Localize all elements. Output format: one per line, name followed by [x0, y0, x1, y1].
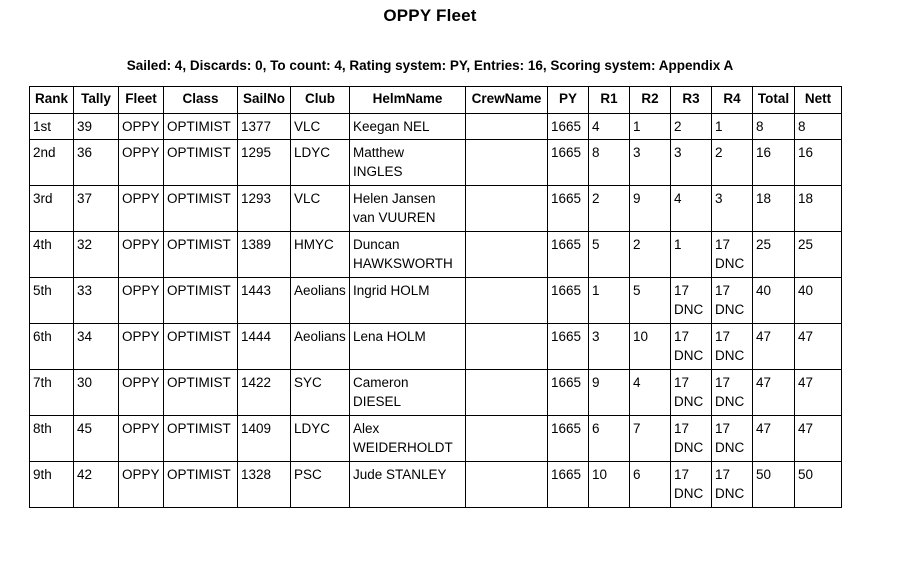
page-title: OPPY Fleet	[383, 6, 477, 25]
cell-fleet: OPPY	[119, 324, 164, 370]
cell-py: 1665	[548, 370, 589, 416]
cell-r4	[712, 370, 753, 416]
cell-sailno: 1444	[238, 324, 291, 370]
cell-r3-line: DNC	[674, 440, 704, 455]
cell-r3-line: DNC	[674, 348, 704, 363]
cell-r4	[712, 186, 753, 232]
cell-helm-line: Lena HOLM	[353, 329, 426, 344]
cell-r4-line: 3	[715, 191, 723, 206]
cell-tally: 36	[74, 140, 119, 186]
table-row	[30, 278, 842, 324]
cell-r4-line: DNC	[715, 256, 745, 271]
cell-r1-line: 6	[592, 421, 600, 436]
cell-helm	[350, 232, 466, 278]
col-header-tally: Tally	[74, 87, 119, 114]
cell-club: LDYC	[291, 140, 350, 186]
cell-r1	[589, 278, 630, 324]
cell-total: 18	[753, 186, 795, 232]
cell-helm	[350, 370, 466, 416]
col-header-r3: R3	[671, 87, 712, 114]
cell-r4-line: 1	[715, 119, 723, 134]
cell-r1	[589, 370, 630, 416]
col-header-helmname: HelmName	[350, 87, 466, 114]
cell-r2	[630, 462, 671, 508]
table-row	[30, 462, 842, 508]
table-row	[30, 232, 842, 278]
cell-rank: 8th	[30, 416, 74, 462]
cell-helm-line: van VUUREN	[353, 210, 436, 225]
cell-r4-line: 17	[715, 375, 731, 390]
cell-total: 47	[753, 416, 795, 462]
cell-r2	[630, 114, 671, 140]
cell-crew	[466, 140, 548, 186]
cell-py: 1665	[548, 232, 589, 278]
cell-club: Aeolians	[291, 324, 350, 370]
cell-class: OPTIMIST	[164, 462, 238, 508]
cell-helm	[350, 186, 466, 232]
cell-class: OPTIMIST	[164, 140, 238, 186]
cell-nett: 47	[795, 416, 842, 462]
cell-rank: 7th	[30, 370, 74, 416]
cell-r4-line: 2	[715, 145, 723, 160]
col-header-r1: R1	[589, 87, 630, 114]
cell-helm-line: INGLES	[353, 164, 403, 179]
cell-nett: 47	[795, 370, 842, 416]
cell-sailno: 1377	[238, 114, 291, 140]
table-row	[30, 324, 842, 370]
cell-py: 1665	[548, 186, 589, 232]
cell-r4-line: 17	[715, 421, 731, 436]
cell-nett: 18	[795, 186, 842, 232]
cell-helm	[350, 140, 466, 186]
cell-nett: 16	[795, 140, 842, 186]
cell-club: VLC	[291, 114, 350, 140]
cell-helm-line: Keegan NEL	[353, 119, 430, 134]
cell-sailno: 1295	[238, 140, 291, 186]
cell-r3	[671, 232, 712, 278]
cell-crew	[466, 370, 548, 416]
cell-tally: 30	[74, 370, 119, 416]
cell-r3-line: DNC	[674, 302, 704, 317]
series-summary: Sailed: 4, Discards: 0, To count: 4, Rating system: PY, Entries: 16, Scoring system: Appendix A	[126, 58, 734, 73]
cell-r1-line: 5	[592, 237, 600, 252]
cell-class: OPTIMIST	[164, 232, 238, 278]
col-header-sailno: SailNo	[238, 87, 291, 114]
cell-r4-line: 17	[715, 467, 731, 482]
cell-sailno: 1422	[238, 370, 291, 416]
cell-r3	[671, 370, 712, 416]
cell-crew	[466, 278, 548, 324]
cell-r4	[712, 140, 753, 186]
cell-r4-line: DNC	[715, 486, 745, 501]
cell-total: 47	[753, 324, 795, 370]
cell-total: 16	[753, 140, 795, 186]
cell-total: 25	[753, 232, 795, 278]
cell-total: 40	[753, 278, 795, 324]
cell-fleet: OPPY	[119, 114, 164, 140]
cell-club: PSC	[291, 462, 350, 508]
cell-r3	[671, 140, 712, 186]
cell-helm	[350, 416, 466, 462]
cell-tally: 39	[74, 114, 119, 140]
cell-class: OPTIMIST	[164, 370, 238, 416]
cell-sailno: 1293	[238, 186, 291, 232]
cell-py: 1665	[548, 140, 589, 186]
cell-r4-line: DNC	[715, 440, 745, 455]
cell-nett: 8	[795, 114, 842, 140]
col-header-nett: Nett	[795, 87, 842, 114]
cell-helm-line: DIESEL	[353, 394, 402, 409]
cell-r3	[671, 186, 712, 232]
cell-helm-line: Cameron	[353, 375, 409, 390]
col-header-rank: Rank	[30, 87, 74, 114]
cell-r3-line: 17	[674, 375, 690, 390]
cell-r1	[589, 114, 630, 140]
cell-r4-line: 17	[715, 237, 731, 252]
cell-r1-line: 9	[592, 375, 600, 390]
cell-club: Aeolians	[291, 278, 350, 324]
cell-r4	[712, 278, 753, 324]
cell-r2-line: 3	[633, 145, 641, 160]
cell-helm	[350, 462, 466, 508]
cell-r2	[630, 186, 671, 232]
cell-r2-line: 6	[633, 467, 641, 482]
cell-r2-line: 4	[633, 375, 641, 390]
cell-nett: 40	[795, 278, 842, 324]
cell-r1	[589, 186, 630, 232]
cell-sailno: 1389	[238, 232, 291, 278]
cell-fleet: OPPY	[119, 140, 164, 186]
cell-tally: 34	[74, 324, 119, 370]
cell-r4-line: 17	[715, 283, 731, 298]
table-row	[30, 370, 842, 416]
cell-rank: 2nd	[30, 140, 74, 186]
cell-class: OPTIMIST	[164, 324, 238, 370]
cell-r3-line: 2	[674, 119, 682, 134]
cell-r1-line: 1	[592, 283, 600, 298]
cell-helm-line: WEIDERHOLDT	[353, 440, 453, 455]
cell-club: HMYC	[291, 232, 350, 278]
cell-r2-line: 10	[633, 329, 649, 344]
cell-r1	[589, 416, 630, 462]
cell-r3-line: 1	[674, 237, 682, 252]
cell-r2-line: 7	[633, 421, 641, 436]
cell-rank: 1st	[30, 114, 74, 140]
col-header-r2: R2	[630, 87, 671, 114]
cell-helm-line: HAWKSWORTH	[353, 256, 453, 271]
cell-nett: 47	[795, 324, 842, 370]
table-row	[30, 416, 842, 462]
cell-nett: 50	[795, 462, 842, 508]
cell-r2	[630, 370, 671, 416]
cell-r1	[589, 462, 630, 508]
cell-r3-line: 17	[674, 467, 690, 482]
cell-helm	[350, 324, 466, 370]
cell-crew	[466, 416, 548, 462]
cell-r3-line: 3	[674, 145, 682, 160]
cell-r2	[630, 278, 671, 324]
cell-total: 47	[753, 370, 795, 416]
cell-r2-line: 9	[633, 191, 641, 206]
cell-r1	[589, 324, 630, 370]
col-header-total: Total	[753, 87, 795, 114]
cell-r2	[630, 324, 671, 370]
header-row	[30, 87, 842, 114]
results-body	[30, 114, 842, 508]
cell-r2-line: 5	[633, 283, 641, 298]
cell-py: 1665	[548, 324, 589, 370]
cell-r3-line: 17	[674, 283, 690, 298]
cell-py: 1665	[548, 278, 589, 324]
col-header-club: Club	[291, 87, 350, 114]
cell-club: LDYC	[291, 416, 350, 462]
cell-fleet: OPPY	[119, 462, 164, 508]
cell-r4	[712, 462, 753, 508]
cell-r1-line: 2	[592, 191, 600, 206]
cell-rank: 3rd	[30, 186, 74, 232]
cell-helm-line: Ingrid HOLM	[353, 283, 430, 298]
cell-r2-line: 2	[633, 237, 641, 252]
col-header-fleet: Fleet	[119, 87, 164, 114]
cell-r4	[712, 114, 753, 140]
cell-rank: 5th	[30, 278, 74, 324]
cell-crew	[466, 462, 548, 508]
cell-r2	[630, 416, 671, 462]
cell-tally: 33	[74, 278, 119, 324]
cell-r4-line: 17	[715, 329, 731, 344]
cell-sailno: 1328	[238, 462, 291, 508]
cell-sailno: 1443	[238, 278, 291, 324]
cell-helm-line: Alex	[353, 421, 380, 436]
cell-r3	[671, 114, 712, 140]
cell-class: OPTIMIST	[164, 186, 238, 232]
cell-r1-line: 8	[592, 145, 600, 160]
col-header-r4: R4	[712, 87, 753, 114]
cell-helm-line: Matthew	[353, 145, 405, 160]
results-table	[29, 86, 842, 508]
cell-r3	[671, 324, 712, 370]
cell-helm-line: Jude STANLEY	[353, 467, 447, 482]
cell-class: OPTIMIST	[164, 114, 238, 140]
cell-fleet: OPPY	[119, 370, 164, 416]
cell-r3	[671, 462, 712, 508]
cell-rank: 6th	[30, 324, 74, 370]
cell-class: OPTIMIST	[164, 416, 238, 462]
cell-tally: 32	[74, 232, 119, 278]
cell-nett: 25	[795, 232, 842, 278]
cell-r1-line: 10	[592, 467, 608, 482]
cell-py: 1665	[548, 416, 589, 462]
cell-r4	[712, 232, 753, 278]
table-row	[30, 186, 842, 232]
cell-r3-line: 4	[674, 191, 682, 206]
cell-r3	[671, 278, 712, 324]
table-row	[30, 114, 842, 140]
cell-helm	[350, 278, 466, 324]
cell-tally: 42	[74, 462, 119, 508]
cell-club: SYC	[291, 370, 350, 416]
cell-sailno: 1409	[238, 416, 291, 462]
cell-r1-line: 4	[592, 119, 600, 134]
cell-r2	[630, 232, 671, 278]
col-header-crewname: CrewName	[466, 87, 548, 114]
cell-r1-line: 3	[592, 329, 600, 344]
cell-r3-line: 17	[674, 421, 690, 436]
cell-r3-line: DNC	[674, 486, 704, 501]
table-row	[30, 140, 842, 186]
cell-helm-line: Duncan	[353, 237, 400, 252]
cell-total: 8	[753, 114, 795, 140]
cell-class: OPTIMIST	[164, 278, 238, 324]
cell-rank: 9th	[30, 462, 74, 508]
cell-crew	[466, 186, 548, 232]
cell-r2	[630, 140, 671, 186]
col-header-class: Class	[164, 87, 238, 114]
cell-r3	[671, 416, 712, 462]
cell-tally: 45	[74, 416, 119, 462]
col-header-py: PY	[548, 87, 589, 114]
cell-py: 1665	[548, 462, 589, 508]
cell-fleet: OPPY	[119, 186, 164, 232]
cell-fleet: OPPY	[119, 278, 164, 324]
cell-fleet: OPPY	[119, 232, 164, 278]
cell-club: VLC	[291, 186, 350, 232]
cell-helm-line: Helen Jansen	[353, 191, 436, 206]
cell-crew	[466, 324, 548, 370]
cell-r1	[589, 140, 630, 186]
cell-r4	[712, 324, 753, 370]
cell-total: 50	[753, 462, 795, 508]
cell-py: 1665	[548, 114, 589, 140]
cell-r3-line: DNC	[674, 394, 704, 409]
cell-fleet: OPPY	[119, 416, 164, 462]
cell-rank: 4th	[30, 232, 74, 278]
cell-r4	[712, 416, 753, 462]
cell-tally: 37	[74, 186, 119, 232]
cell-r4-line: DNC	[715, 348, 745, 363]
cell-helm	[350, 114, 466, 140]
cell-r4-line: DNC	[715, 394, 745, 409]
cell-r3-line: 17	[674, 329, 690, 344]
cell-r2-line: 1	[633, 119, 641, 134]
cell-crew	[466, 232, 548, 278]
cell-crew	[466, 114, 548, 140]
cell-r4-line: DNC	[715, 302, 745, 317]
cell-r1	[589, 232, 630, 278]
